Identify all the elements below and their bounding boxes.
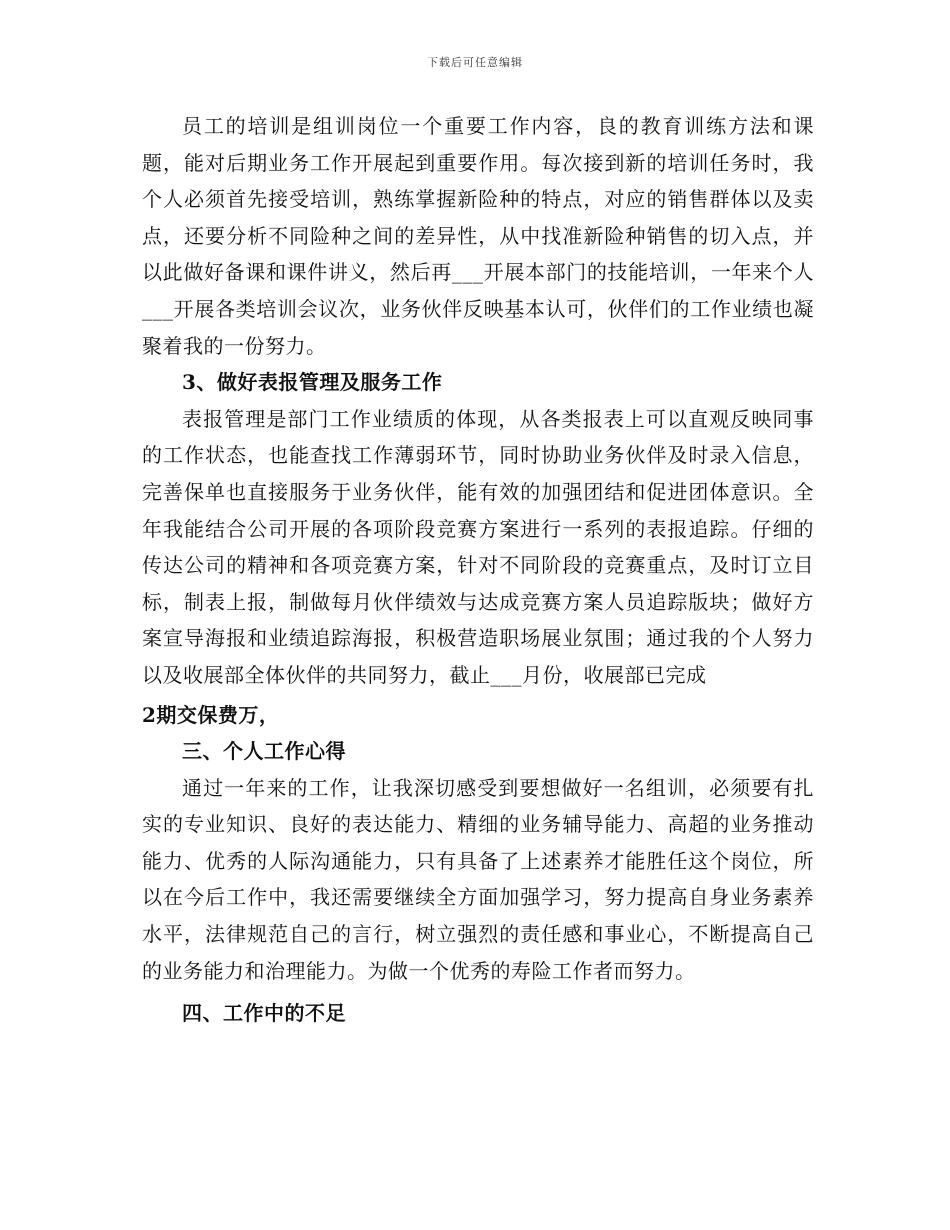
- page-header: 下载后可任意编辑: [427, 56, 523, 69]
- paragraph-experience: 通过一年来的工作，让我深切感受到要想做好一名组训，必须要有扎实的专业知识、良好的表达能力、精细的业务辅导能力、高超的业务推动能力、优秀的人际沟通能力，只有具备了上述素养才能胜任这个岗位，所以在今后工作中，我还需要继续全方面加强学习，努力提高自身业务素养水平，法律规范自己的言行，树立强烈的责任感和事业心，不断提高自己的业务能力和治理能力。为做一个优秀的寿险工作者而努力。: [142, 775, 814, 983]
- paragraph-reports: 表报管理是部门工作业绩质的体现，从各类报表上可以直观反映同事的工作状态，也能查找工作薄弱环节，同时协助业务伙伴及时录入信息，完善保单也直接服务于业务伙伴，能有效的加强团结和促进团体意识。全年我能结合公司开展的各项阶段竞赛方案进行一系列的表报追踪。仔细的传达公司的精神和各项竞赛方案，针对不同阶段的竞赛重点，及时订立目标，制表上报，制做每月伙伴绩效与达成竞赛方案人员追踪版块；做好方案宣导海报和业绩追踪海报，积极营造职场展业氛围；通过我的个人努力以及收展部全体伙伴的共同努力，截止___月份，收展部已完成: [142, 406, 814, 687]
- document-body: [142, 108, 814, 1032]
- section-heading-reports: 3、做好表报管理及服务工作: [182, 370, 443, 395]
- section-heading-shortcomings: 四、工作中的不足: [182, 1001, 346, 1026]
- premium-line: 2期交保费万，: [142, 702, 280, 727]
- paragraph-training: 员工的培训是组训岗位一个重要工作内容，良的教育训练方法和课题，能对后期业务工作开展起到重要作用。每次接到新的培训任务时，我个人必须首先接受培训，熟练掌握新险种的特点，对应的销售群体以及卖点，还要分析不同险种之间的差异性，从中找准新险种销售的切入点，并以此做好备课和课件讲义，然后再___开展本部门的技能培训，一年来个人___开展各类培训会议次，业务伙伴反映基本认可，伙伴们的工作业绩也凝聚着我的一份努力。: [142, 114, 814, 358]
- section-heading-experience: 三、个人工作心得: [182, 739, 346, 764]
